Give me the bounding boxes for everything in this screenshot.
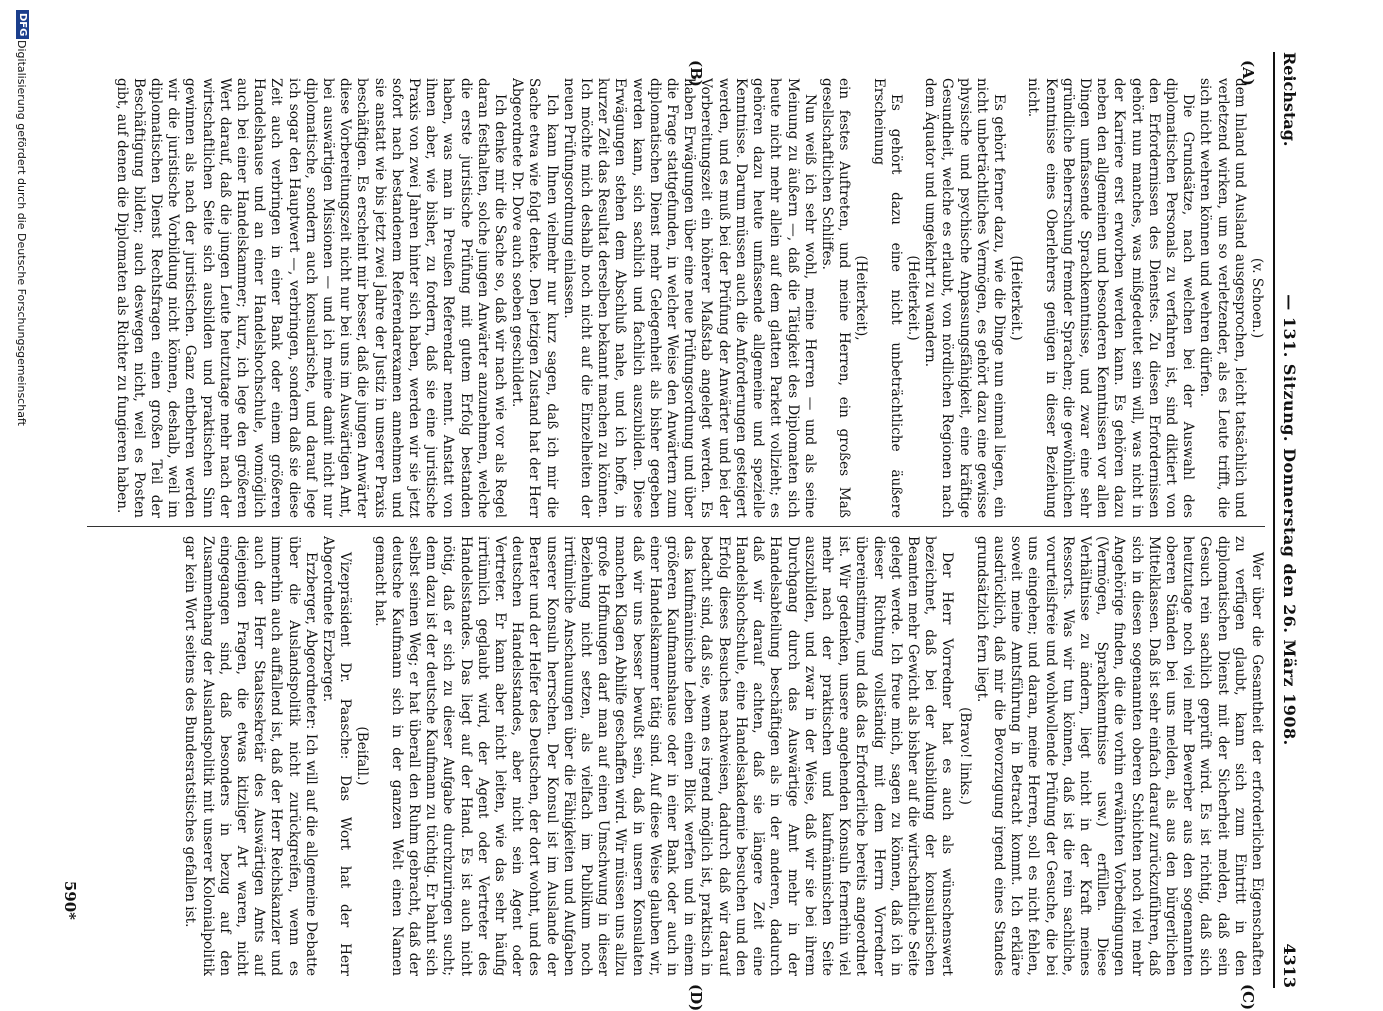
paragraph: Die Grundsätze, nach welchen bei der Auswahl des diplomatischen Personals zu verfahren ist, sind diktiert von den Erfordernissen des Dienstes. Zu diesen Erfordernissen gehört nun manches, was mißgedeutet sein will, was nicht in der Karriere erst erworben werden kann. Es gehören dazu neben den allgemeinen und besonderen Kenntnissen vor allen Dingen umfassende Sprachkenntnisse, und zwar eine sehr gründliche Beherrschung fremder Sprachen; die gewöhnlichen Kenntnisse eines Oberlehrers genügen in dieser Beziehung nicht.	[1025, 78, 1197, 518]
margin-marker-c: (C)	[1239, 984, 1257, 1011]
paragraph: Vizepräsident Dr. Paasche: Das Wort hat der Herr Abgeordnete Erzberger.	[320, 536, 354, 976]
digitization-footer	[9, 0, 31, 1000]
paragraph: Ich kann Ihnen vielmehr nur kurz sagen, daß ich mir die Sache etwa wie folgt denke. Den jetzigen Zustand hat der Herr Abgeordnete Dr. Dove auch soeben geschildert.	[509, 78, 560, 518]
margin-marker-d: (D)	[687, 984, 705, 1011]
stage-direction: (Heiterkeit),	[853, 255, 870, 341]
paragraph: Ich denke mir die Sache so, daß wir nach wie vor als Regel daran festhalten, solche jungen Anwärter anzunehmen, welche die erste juristische Prüfung mit gutem Erfolg bestanden haben, was man in Preußen Referendar nennt. Anstatt von ihnen aber, wie bisher, zu fordern, daß sie eine juristische Praxis von zwei Jahren hinter sich haben, werden wir sie jetzt sofort nach bestandenem Referendarexamen annehmen und sie anstatt wie bis jetzt zwei Jahre der Justiz in unserer Praxis beschäftigen. Es erscheint mir besser, daß die jungen Anwärter diese Vorbereitungszeit nicht nur bei uns im Auswärtigen Amt, bei auswärtigen Missionen — und ich meine damit nicht nur diplomatische, sondern auch konsularische, und darauf lege ich sogar den Hauptwert —, verbringen, sondern daß sie diese Zeit auch verbringen in einer Bank oder einem größeren Handelshause und an einer Handelshochschule, womöglich auch bei einer Handelskammer; kurz, ich lege den größeren Wert darauf, daß die jungen Leute heutzutage mehr nach der wirtschaftlichen Seite sich ausbilden und praktischen Sinn gewinnen als nach der juristischen. Ganz entbehren werden wir die juristische Vorbildung nicht können, deshalb, weil im diplomatischen Dienst Rechtsfragen einen großen Teil der Beschäftigung bilden; auch deswegen nicht, weil es Posten gibt, auf denen die Diplomaten als Richter zu fungieren haben.	[113, 78, 509, 518]
paragraph: Erzberger, Abgeordneter: Ich will auf die allgemeine Debatte über die Auslandspolitik nicht zurückgreifen, wenn es immerhin auch auffallend ist, daß der Herr Reichskanzler und auch der Herr Staatssekretär des Auswärtigen Amts auf diejenigen Fragen, die etwas kitzliger Art waren, nicht eingegangen sind, daß besonders in bezug auf den Zusammenhang der Auslandspolitik mit unserer Kolonialpolitik gar kein Wort seitens des Bundesratstisches gefallen ist.	[182, 536, 319, 976]
paragraph: Es gehört dazu eine nicht unbeträchtliche äußere Erscheinung	[870, 78, 904, 518]
stage-direction: (Heiterkeit.)	[1008, 255, 1025, 341]
digitization-credit: Digitalisierung gefördert durch die Deutsche Forschungsgemeinschaft	[15, 40, 28, 426]
left-text-column	[87, 78, 1265, 518]
margin-marker-a: (A)	[1239, 60, 1257, 86]
rotated-document-page	[5, 0, 1305, 1011]
stage-direction: (Heiterkeit.)	[904, 255, 921, 341]
stage-direction: (Bravo! links.)	[956, 707, 973, 805]
stage-direction: (Beifall.)	[354, 726, 371, 786]
stage-direction: (v. Schoen.)	[1249, 257, 1265, 339]
header-page-number: 4313	[1280, 943, 1299, 988]
paragraph: ein festes Auftreten, und meine Herren, ein großes Maß gesellschaftlichen Schliffes.	[818, 78, 853, 518]
header-rule	[1273, 52, 1275, 988]
paragraph: dem Inland und Ausland ausgesprochen, leicht tatsächlich und verletzend wirken, um so verletzender, als es Leute trifft, die sich nicht wehren können und wehren dürfen.	[1197, 78, 1248, 518]
footer-page-number: 590*	[61, 880, 79, 920]
page-header	[1275, 52, 1303, 988]
header-left: Reichstag.	[1280, 52, 1299, 147]
paragraph: Es gehört ferner dazu, wie die Dinge nun einmal liegen, ein nicht unbeträchtliches Vermögen, es gehört dazu eine gewisse physische und psychische Anpassungsfähigkeit, eine kräftige Gesundheit, welche es erlaubt, von nördlichen Regionen nach dem Äquator und umgekehrt zu wandern.	[922, 78, 1007, 518]
dfg-logo: DFG	[16, 10, 29, 39]
right-text-column	[87, 536, 1265, 976]
paragraph: Der Herr Vorredner hat es auch als wünschenswert bezeichnet, daß bei der Ausbildung der konsularischen Beamten mehr Gewicht als bisher auf die wirtschaftliche Seite gelegt werde. Ich freue mich, sagen zu können, daß ich in dieser Richtung vollständig mit dem Herrn Vorredner übereinstimme, und daß das Erforderliche bereits angeordnet ist. Wir gedenken, unsere angehenden Konsuln fernerhin viel mehr nach der praktischen und kaufmännischen Seite auszubilden, und zwar in der Weise, daß wir sie bei ihrem Durchgang durch das Auswärtige Amt mehr in der Handelsabteilung beschäftigen als in der anderen, dadurch daß wir darauf achten, daß sie längere Zeit eine Handelshochschule, eine Handelsakademie besuchen und den Erfolg dieses Besuches nachweisen, dadurch daß wir darauf bedacht sind, daß sie, wenn es irgend möglich ist, praktisch in das kaufmännische Leben einen Blick werfen und in einem größeren Kaufmannshause oder in einer Bank oder auch in einer Handelskammer tätig sind. Auf diese Weise glauben wir, daß wir uns besser bewußt sein, daß in unsern Konsulaten manchen Klagen Abhilfe geschaffen wird. Wir müssen uns allzu große Hoffnungen darf man auf einen Umschwung in dieser Beziehung nicht setzen, als vielfach im Publikum noch irrtümliche Anschauungen über die Fähigkeiten und Aufgaben unserer Konsuln herrschen. Der Konsul ist im Auslande der Berater und der Helfer des Deutschen, der dort wohnt, und des deutschen Handelsstandes, aber nicht sein Agent oder Vertreter. Er kann aber nicht leiten, wie das sehr häufig irrtümlich geglaubt wird, der Agent oder Vertreter des Handelsstandes. Das liegt auf der Hand. Es ist auch nicht nötig, daß er sich zu dieser Aufgabe durchzuringen sucht; denn dazu ist der deutsche Kaufmann zu tüchtig. Er bahnt sich selbst seinen Weg; er hat überall den Ruhm gebracht, daß der deutsche Kaufmann sich in der ganzen Welt einen Namen gemacht hat.	[371, 536, 956, 976]
header-title: — 131. Sitzung. Donnerstag den 26. März 1908.	[1280, 294, 1299, 746]
column-divider	[87, 526, 1265, 527]
margin-marker-b: (B)	[687, 60, 705, 87]
paragraph: Nun weiß ich sehr wohl, meine Herren — und als seine Meinung zu äußern —, daß die Tätigkeit des Diplomaten sich heute nicht mehr allein auf dem glatten Parkett vollzieht; es gehören dazu heute umfassende allgemeine und spezielle Kenntnisse. Darum müssen auch die Anforderungen gesteigert werden, und es muß bei der Prüfung der Anwärter und bei der Vorbereitungszeit ein höherer Maßstab angelegt werden. Es haben Erwägungen über eine neue Prüfungsordnung und über die Frage stattgefunden, in welcher Weise den Anwärtern zum diplomatischen Dienst mehr Gelegenheit als bisher gegeben werden kann, sich sachlich und fachlich auszubilden. Diese Erwägungen stehen dem Abschluß nahe, und ich hoffe, in kurzer Zeit das Resultat derselben bekannt machen zu können. Ich möchte mich deshalb noch nicht auf die Einzelheiten der neuen Prüfungsordnung einlassen.	[560, 78, 818, 518]
paragraph: Wer über die Gesamtheit der erforderlichen Eigenschaften zu verfügen glaubt, kann sich zum Eintritt in den diplomatischen Dienst mit der Sicherheit melden, daß sein Gesuch rein sachlich geprüft wird. Es ist richtig, daß sich heutzutage noch viel mehr Bewerber aus den sogenannten oberen Ständen bei uns melden, als aus den bürgerlichen Mittelklassen. Daß ist sehr einfach darauf zurückzuführen, daß sich in diesen sogenannten oberen Schichten noch viel mehr Angehörige finden, die die vorhin erwähnten Vorbedingungen (Vermögen, Sprachkenntnisse usw.) erfüllen. Diese Verhältnisse zu ändern, liegt nicht in der Kraft meines Ressorts. Was wir tun können, daß ist die rein sachliche, vorurteilsfreie und wohlwollende Prüfung der Gesuche, die bei uns eingehen; und daran, meine Herren, soll es nicht fehlen, soweit meine Amtsführung in Betracht kommt. Ich erkläre ausdrücklich, daß mir die Bevorzugung irgend eines Standes grundsätzlich fern liegt.	[973, 536, 1265, 976]
